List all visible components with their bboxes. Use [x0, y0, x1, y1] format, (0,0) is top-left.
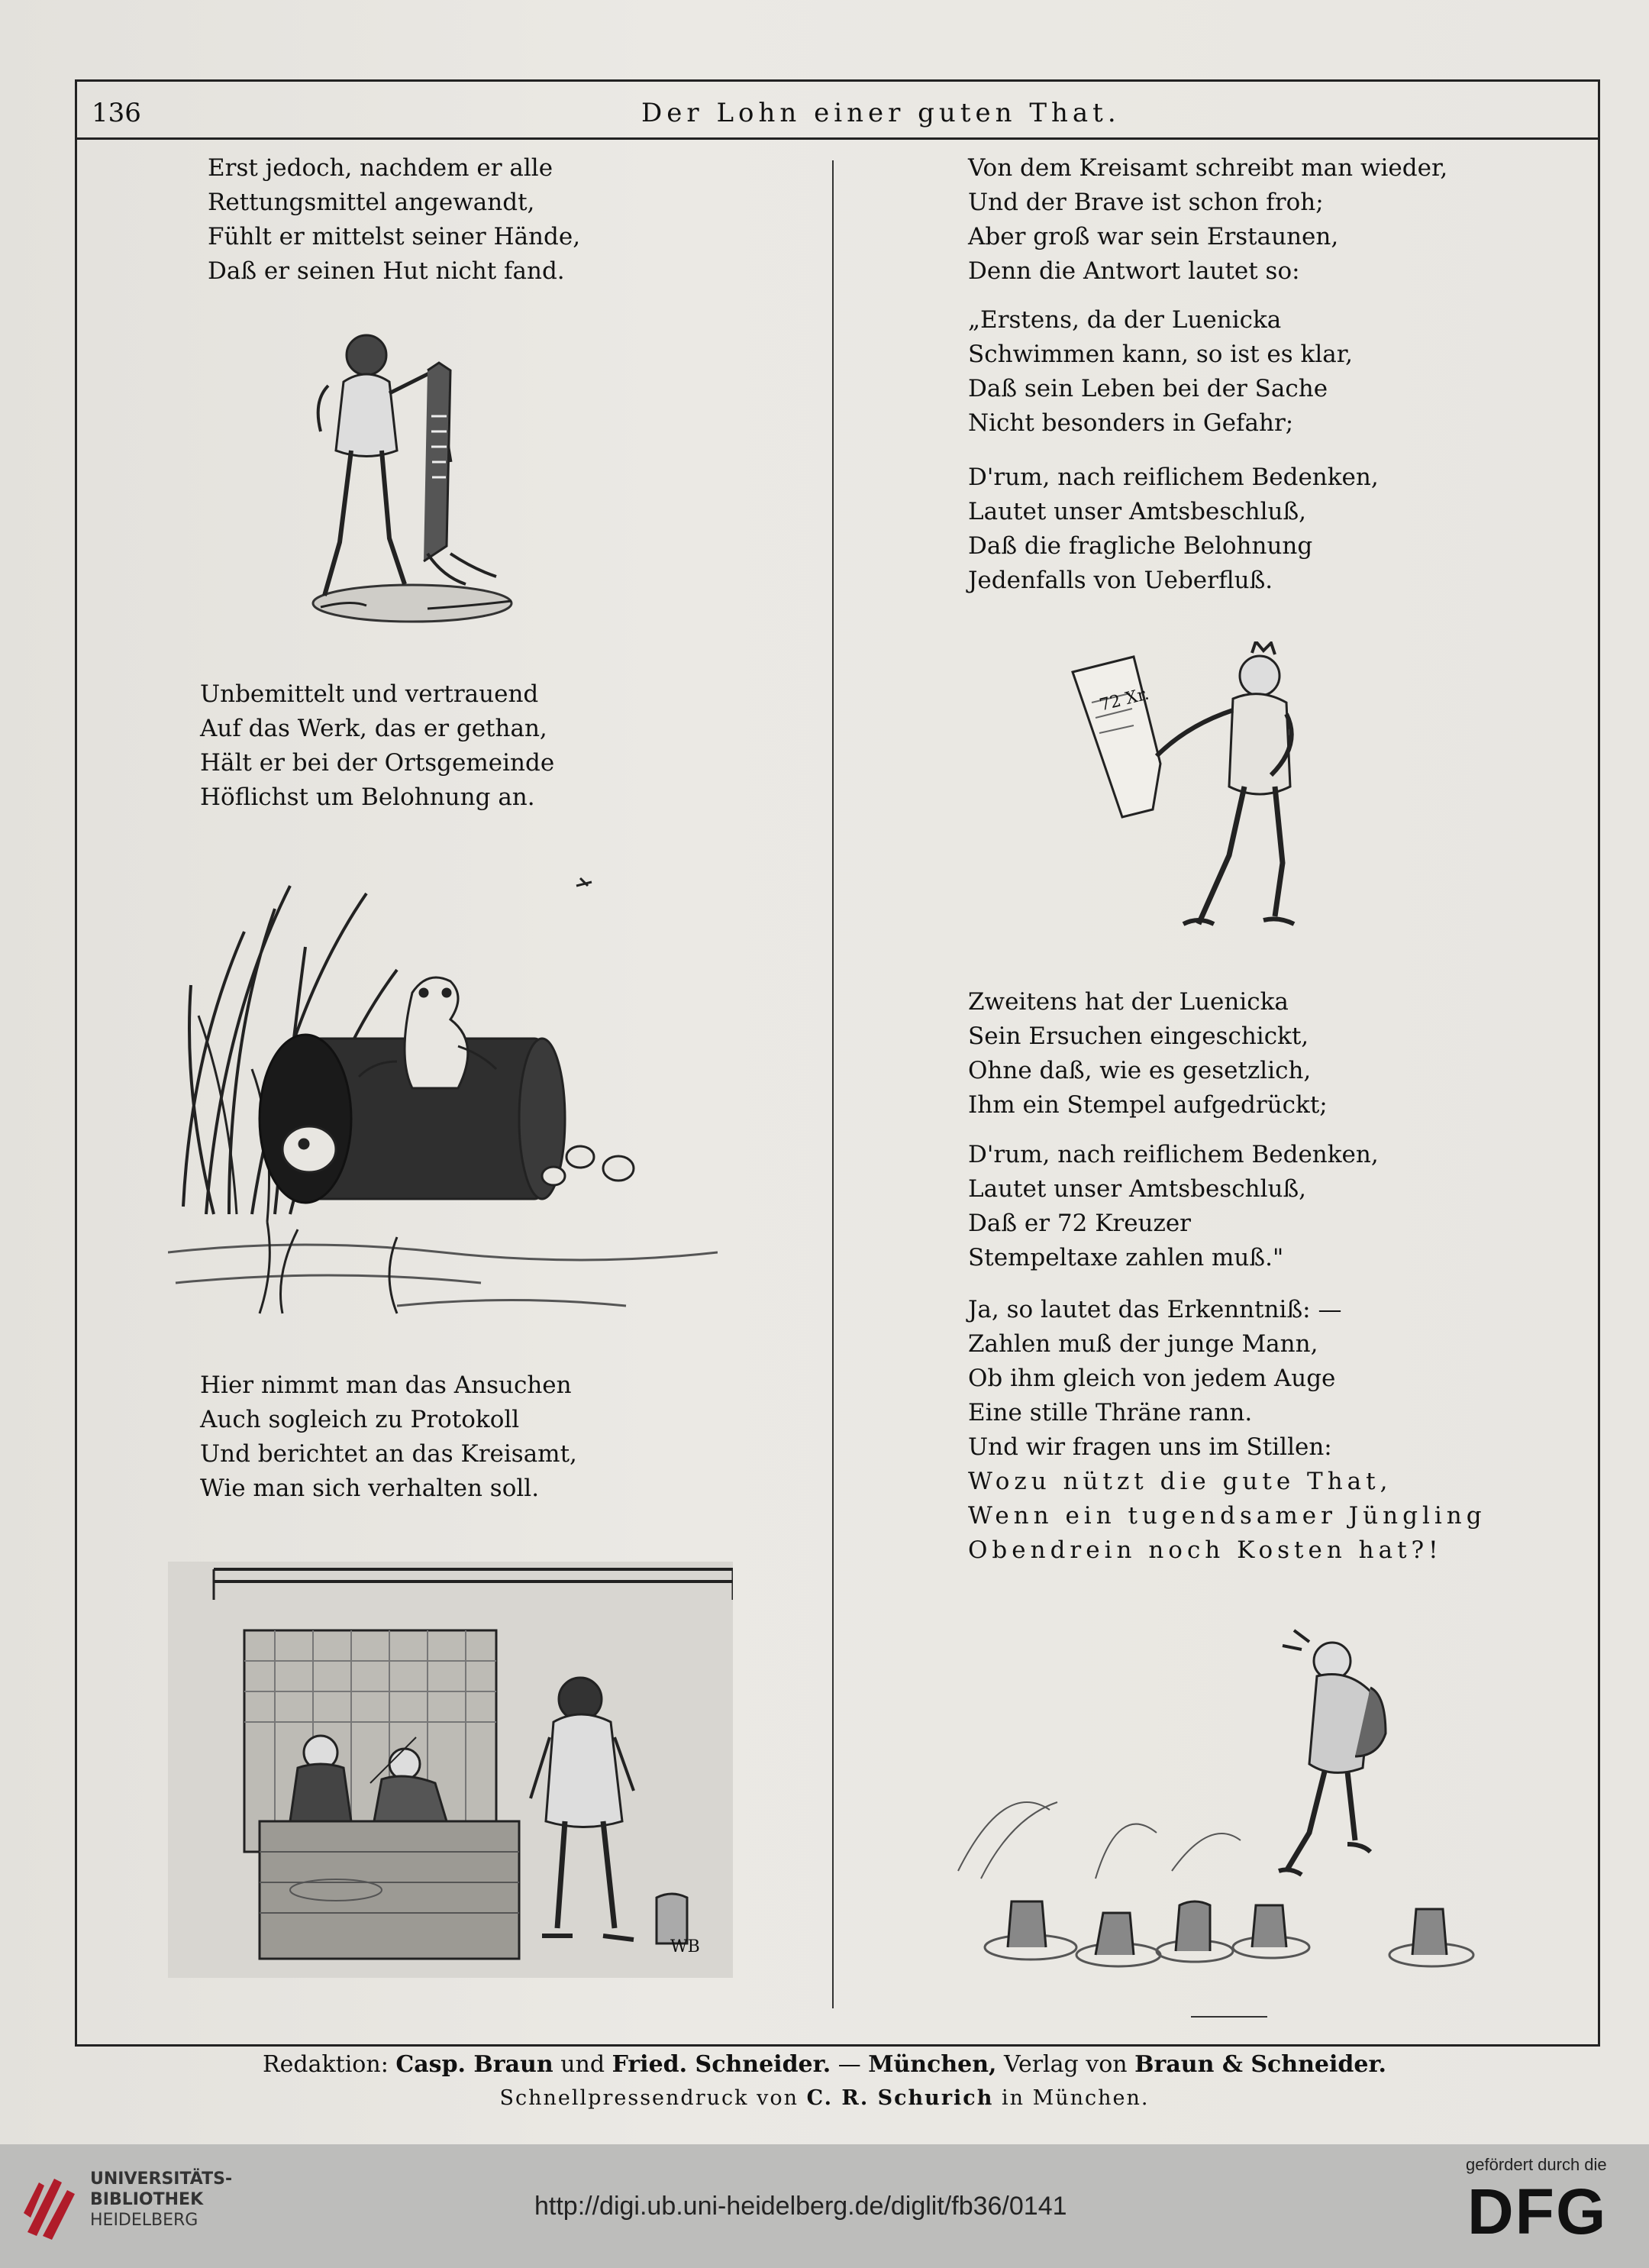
printer-city: in München.: [1001, 2086, 1150, 2110]
verse-line: Höflichst um Belohnung an.: [200, 783, 535, 811]
library-name-line: UNIVERSITÄTS-: [90, 2169, 233, 2189]
printer-label: Schnellpressendruck von: [499, 2086, 799, 2110]
verse-line: Daß sein Leben bei der Sache: [968, 375, 1328, 402]
illustration-office: [168, 1562, 733, 1978]
verse-line: Ob ihm gleich von jedem Auge: [968, 1365, 1336, 1392]
library-name: [90, 2169, 232, 2231]
verse-line: Ja, so lautet das Erkenntniß: —: [968, 1296, 1342, 1323]
illustration-hats-pond: [943, 1619, 1492, 2001]
left-stanza-2: [200, 677, 554, 815]
verse-line: Fühlt er mittelst seiner Hände,: [208, 223, 581, 250]
library-logo-icon: [20, 2167, 81, 2244]
publisher-label: Verlag von: [1004, 2051, 1128, 2078]
left-stanza-1: [208, 151, 580, 289]
city: München,: [868, 2051, 997, 2078]
end-rule: [1191, 2016, 1267, 2018]
verse-line: Auch sogleich zu Protokoll: [200, 1406, 520, 1433]
verse-line: Lautet unser Amtsbeschluß,: [968, 1175, 1307, 1203]
paper-inscription: 72 Xr.: [1097, 684, 1151, 716]
verse-line: D'rum, nach reiflichem Bedenken,: [968, 464, 1379, 491]
illustration-frogs-hat: [168, 855, 718, 1329]
editor-name: Fried. Schneider.: [612, 2051, 831, 2078]
verse-line: Nicht besonders in Gefahr;: [968, 409, 1294, 437]
verse-line: Daß er 72 Kreuzer: [968, 1210, 1192, 1237]
verse-line: Ohne daß, wie es gesetzlich,: [968, 1057, 1312, 1084]
funding-note: gefördert durch die: [1466, 2155, 1607, 2174]
verse-line: Unbemittelt und vertrauend: [200, 680, 539, 708]
dash: —: [837, 2051, 861, 2078]
verse-line: Daß er seinen Hut nicht fand.: [208, 257, 565, 285]
verse-line: Daß die fragliche Belohnung: [968, 532, 1313, 560]
artist-monogram: WB: [670, 1937, 700, 1956]
right-stanza-6: [968, 1293, 1486, 1568]
verse-line: Und wir fragen uns im Stillen:: [968, 1433, 1332, 1461]
left-stanza-3: [200, 1368, 577, 1506]
verse-line: Und der Brave ist schon froh;: [968, 189, 1324, 216]
verse-line: Schwimmen kann, so ist es klar,: [968, 341, 1353, 368]
verse-line: Eine stille Thräne rann.: [968, 1399, 1253, 1426]
dfg-logo: DFG: [1467, 2176, 1608, 2247]
verse-line: D'rum, nach reiflichem Bedenken,: [968, 1141, 1379, 1168]
verse-line: Hält er bei der Ortsgemeinde: [200, 749, 555, 777]
header-rule: [75, 137, 1600, 140]
column-divider: [832, 160, 834, 2008]
verse-line: Denn die Antwort lautet so:: [968, 257, 1300, 285]
imprint-line-2: [0, 2086, 1649, 2110]
permalink-url[interactable]: http://digi.ub.uni-heidelberg.de/diglit/fb36/0141: [534, 2192, 1067, 2221]
verse-line: Sein Ersuchen eingeschickt,: [968, 1023, 1309, 1050]
library-name-line: HEIDELBERG: [90, 2211, 198, 2230]
editor-name: Casp. Braun: [395, 2051, 553, 2078]
verse-line: Lautet unser Amtsbeschluß,: [968, 498, 1307, 525]
verse-line: Hier nimmt man das Ansuchen: [200, 1371, 572, 1399]
right-stanza-1: [968, 151, 1447, 289]
verse-line: Zahlen muß der junge Mann,: [968, 1330, 1318, 1358]
verse-line: Und berichtet an das Kreisamt,: [200, 1440, 577, 1468]
verse-line-emphasis: Obendrein noch Kosten hat?!: [968, 1536, 1443, 1564]
verse-line: Stempeltaxe zahlen muß.": [968, 1244, 1284, 1271]
verse-line: Aber groß war sein Erstaunen,: [968, 223, 1339, 250]
redaktion-label: Redaktion:: [263, 2051, 389, 2078]
illustration-rescue: [298, 325, 534, 634]
verse-line: Rettungsmittel angewandt,: [208, 189, 535, 216]
verse-line: Ihm ein Stempel aufgedrückt;: [968, 1091, 1328, 1119]
verse-line: Jedenfalls von Ueberfluß.: [968, 567, 1273, 594]
right-stanza-5: [968, 1138, 1379, 1275]
verse-line: Erst jedoch, nachdem er alle: [208, 154, 553, 182]
printer-name: C. R. Schurich: [806, 2086, 994, 2110]
verse-line: Von dem Kreisamt schreibt man wieder,: [968, 154, 1448, 182]
verse-line-emphasis: Wozu nützt die gute That,: [968, 1468, 1392, 1495]
verse-line: Zweitens hat der Luenicka: [968, 988, 1289, 1016]
verse-line-emphasis: Wenn ein tugendsamer Jüngling: [968, 1502, 1486, 1530]
verse-line: Wie man sich verhalten soll.: [200, 1475, 540, 1502]
right-stanza-2: [968, 303, 1353, 441]
verse-line: Auf das Werk, das er gethan,: [200, 715, 547, 742]
illustration-reading-letter: [1069, 641, 1321, 947]
right-stanza-3: [968, 460, 1379, 598]
publisher-name: Braun & Schneider.: [1134, 2051, 1386, 2078]
running-title: Der Lohn einer guten That.: [641, 98, 1121, 128]
page-number: 136: [92, 98, 141, 128]
conjunction: und: [560, 2051, 605, 2078]
right-stanza-4: [968, 985, 1328, 1123]
verse-line: „Erstens, da der Luenicka: [968, 306, 1282, 334]
library-name-line: BIBLIOTHEK: [90, 2190, 204, 2209]
imprint-line-1: [0, 2051, 1649, 2078]
